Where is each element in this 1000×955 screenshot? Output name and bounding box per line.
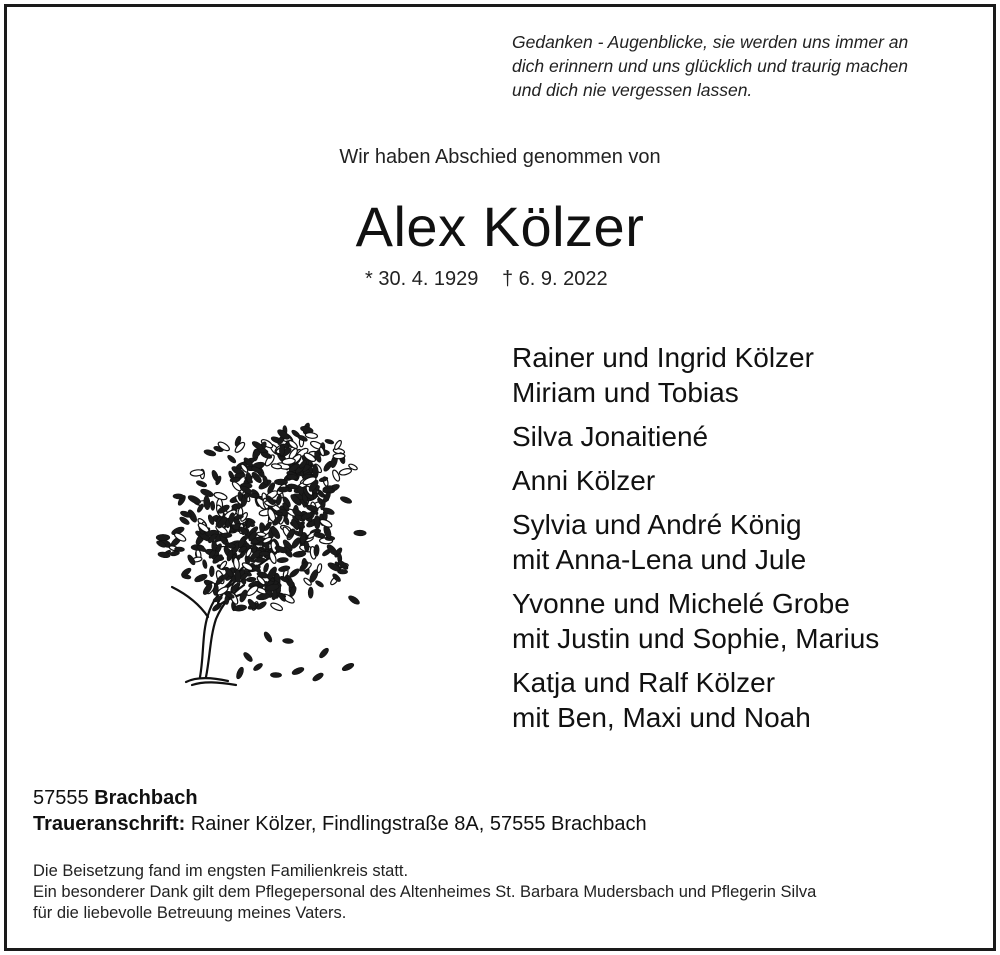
quote-line: Gedanken - Augenblicke, sie werden uns immer an (512, 32, 909, 52)
leaf-shape (314, 545, 320, 557)
leaf-shape (235, 666, 245, 680)
town-name: Brachbach (94, 787, 198, 809)
leaf-shape (195, 479, 207, 488)
leaf-shape (278, 487, 290, 493)
note-line: für die liebevolle Betreuung meines Vaters. (33, 904, 347, 922)
leaf-shape (210, 501, 215, 511)
leaf-shape (319, 518, 333, 529)
family-line: Katja und Ralf Kölzer (512, 667, 776, 698)
leaf-shape (314, 515, 320, 529)
leaf-shape (314, 580, 324, 589)
leaf-shape (259, 551, 269, 556)
windblown-tree-illustration (148, 405, 373, 690)
family-line: Sylvia und André König (512, 509, 802, 540)
leaf-shape (255, 558, 266, 563)
mourning-address-value: Rainer Kölzer, Findlingstraße 8A, 57555 Brachbach (190, 813, 647, 835)
leaf-shape (347, 594, 361, 606)
leaf-shape (203, 496, 210, 510)
memorial-quote (512, 30, 972, 102)
leaf-shape (288, 567, 300, 578)
place-line (33, 785, 647, 811)
family-line: Anni Kölzer (512, 465, 656, 496)
family-group (512, 419, 879, 454)
leaf-shape (226, 454, 237, 464)
family-line: mit Anna-Lena und Jule (512, 544, 807, 575)
leaf-shape (235, 570, 241, 583)
leaf-shape (221, 533, 232, 538)
leaf-shape (256, 593, 270, 601)
leaf-shape (279, 444, 285, 456)
notes-block (33, 861, 816, 924)
family-group (512, 463, 879, 498)
leaf-shape (270, 602, 284, 612)
leaf-shape (263, 631, 274, 644)
quote-line: und dich nie vergessen lassen. (512, 80, 753, 100)
leaf-shape (304, 541, 309, 552)
mourning-address (33, 811, 647, 837)
leaf-shape (156, 534, 170, 540)
leaf-shape (270, 672, 281, 677)
zip-code: 57555 (33, 787, 89, 809)
family-line: mit Justin und Sophie, Marius (512, 623, 880, 654)
family-line: Rainer und Ingrid Kölzer (512, 342, 814, 373)
leaf-shape (209, 566, 214, 577)
family-line: Silva Jonaitiené (512, 421, 709, 452)
family-group (512, 340, 879, 410)
leaf-shape (234, 473, 245, 479)
address-block (33, 785, 647, 837)
quote-line: dich erinnern und uns glücklich und traurig machen (512, 56, 908, 76)
family-group (512, 665, 879, 735)
leaf-shape (277, 557, 289, 563)
leaf-shape (341, 662, 355, 673)
note-line: Die Beisetzung fand im engsten Familienkreis statt. (33, 862, 409, 880)
mourning-address-label: Traueranschrift: (33, 813, 186, 835)
leaf-shape (173, 494, 184, 500)
family-line: Yvonne und Michelé Grobe (512, 588, 850, 619)
leaf-shape (339, 467, 352, 476)
family-group (512, 507, 879, 577)
leaf-shape (291, 666, 305, 676)
leaf-shape (313, 532, 325, 539)
family-group (512, 586, 879, 656)
family-list (512, 340, 879, 744)
leaf-shape (305, 432, 318, 439)
leaf-shape (333, 453, 345, 459)
leaf-shape (242, 651, 254, 663)
intro-text: Wir haben Abschied genommen von (339, 146, 661, 168)
family-line: mit Ben, Maxi und Noah (512, 702, 811, 733)
deceased-name: Alex Kölzer (355, 195, 645, 258)
life-dates (365, 268, 608, 291)
death-date: † 6. 9. 2022 (502, 268, 608, 290)
leaf-shape (324, 439, 334, 445)
leaf-shape (354, 530, 366, 536)
birth-date: * 30. 4. 1929 (365, 268, 479, 290)
leaf-shape (282, 638, 293, 644)
leaf-shape (293, 550, 307, 558)
leaf-shape (174, 547, 184, 552)
leaf-shape (308, 587, 313, 598)
leaf-shape (339, 495, 352, 505)
leaf-shape (202, 559, 208, 569)
leaf-shape (246, 577, 256, 582)
leaf-shape (316, 563, 322, 573)
leaf-shape (311, 671, 324, 682)
leaf-shape (263, 563, 270, 574)
note-line: Ein besonderer Dank gilt dem Pflegepersonal des Altenheimes St. Barbara Mudersbach und Pflegerin Silva (33, 883, 817, 901)
leaf-shape (252, 662, 263, 672)
leaf-shape (318, 647, 330, 660)
family-line: Miriam und Tobias (512, 377, 739, 408)
